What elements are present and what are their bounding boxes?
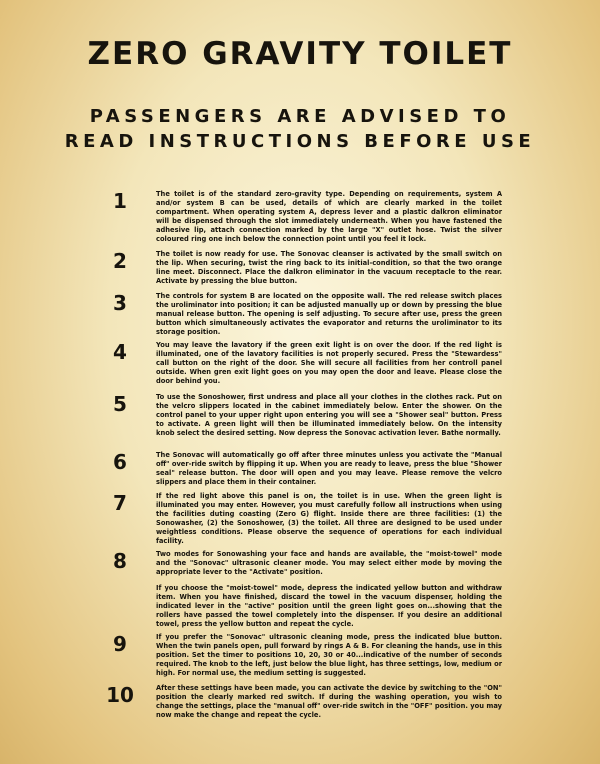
item-text: If you choose the "moist-towel" mode, depress the indicated yellow button and withdraw item. When you have finished, discard the towel in the vacuum dispenser, holding the indicated lever in the "active" position until the green light goes on...showing that the rollers have passed the towel completely into the dispenser. If you desire an additional towel, press the yellow button and repeat the cycle.: [156, 584, 502, 628]
item-number: 6: [113, 450, 127, 474]
subtitle-line-1: PASSENGERS ARE ADVISED TO: [89, 106, 511, 127]
item-number: 3: [113, 291, 127, 315]
item-text: Two modes for Sonowashing your face and hands are available, the "moist-towel" mode and the "Sonovac" ultrasonic cleaner mode. You may select either mode by moving the appropriate lever to the "Activate" position.: [156, 550, 502, 576]
item-text: The Sonovac will automatically go off after three minutes unless you activate the "Manual off" over-ride switch by flipping it up. When you are ready to leave, press the blue "Shower seal" release button. The door will open and you may leave. Please remove the velcro slippers and place them in their container.: [156, 451, 502, 486]
item-text: The toilet is of the standard zero-gravity type. Depending on requirements, system A and/or system B can be used, details of which are clearly marked in the toilet compartment. When operating system A, depress lever and a plastic dalkron eliminator will be dispensed through the slot immediately underneath. When you have fastened the adhesive lip, attach connection marked by the large "X" outlet hose. Twist the silver coloured ring one inch below the connection point until you feel it lock.: [156, 190, 502, 243]
item-number: 10: [106, 683, 134, 707]
item-number: 1: [113, 189, 127, 213]
item-text: The controls for system B are located on the opposite wall. The red release switch places the uroliminator into position; it can be adjusted manually up or down by pressing the blue manual release button. The opening is self adjusting. To secure after use, press the green button which simultaneously activates the evaporator and returns the uroliminator to its storage position.: [156, 292, 502, 336]
item-number: 7: [113, 491, 127, 515]
subtitle-line-2: READ INSTRUCTIONS BEFORE USE: [64, 131, 536, 152]
page-title: ZERO GRAVITY TOILET: [87, 36, 513, 72]
item-text: If the red light above this panel is on, the toilet is in use. When the green light is illuminated you may enter. However, you must carefully follow all instructions when using the facilities duting coasting (Zero G) flight. Inside there are three facilities: (1) the Sonowasher, (2) the Sonoshower, (3) the toilet. All three are designed to be used under weightless conditions. Please observe the sequence of operations for each individual facility.: [156, 492, 502, 545]
item-number: 9: [113, 632, 127, 656]
item-number: 8: [113, 549, 127, 573]
item-number: 5: [113, 392, 127, 416]
item-text: The toilet is now ready for use. The Sonovac cleanser is activated by the small switch on the lip. When securing, twist the ring back to its initial-condition, so that the two orange line meet. Disconnect. Place the dalkron eliminator in the vacuum receptacle to the rear. Activate by pressing the blue button.: [156, 250, 502, 285]
item-text: If you prefer the "Sonovac" ultrasonic cleaning mode, press the indicated blue button. When the twin panels open, pull forward by rings A & B. For cleaning the hands, use in this position. Set the timer to positions 10, 20, 30 or 40...indicative of the number of seconds required. The knob to the left, just below the blue light, has three settings, low, medium or high. For normal use, the medium setting is suggested.: [156, 633, 502, 677]
item-number: 4: [113, 340, 127, 364]
item-text: After these settings have been made, you can activate the device by switching to the "ON" position the clearly marked red switch. If during the washing operation, you wish to change the settings, place the "manual off" over-ride switch in the "OFF" position. you may now make the change and repeat the cycle.: [156, 684, 502, 719]
item-text: You may leave the lavatory if the green exit light is on over the door. If the red light is illuminated, one of the lavatory facilities is not properly secured. Press the "Stewardess" call button on the right of the door. She will secure all facilities from her controll panel outside. When gren exit light goes on you may open the door and leave. Please close the door behind you.: [156, 341, 502, 385]
item-text: To use the Sonoshower, first undress and place all your clothes in the clothes rack. Put on the velcro slippers located in the cabinet immediately below. Enter the shower. On the control panel to your upper right upon entering you will see a "Shower seal" button. Press to activate. A green light will then be illuminated immediately below. On the intensity knob select the desired setting. Now depress the Sonovac activation lever. Bathe normally.: [156, 393, 502, 437]
item-number: 2: [113, 249, 127, 273]
